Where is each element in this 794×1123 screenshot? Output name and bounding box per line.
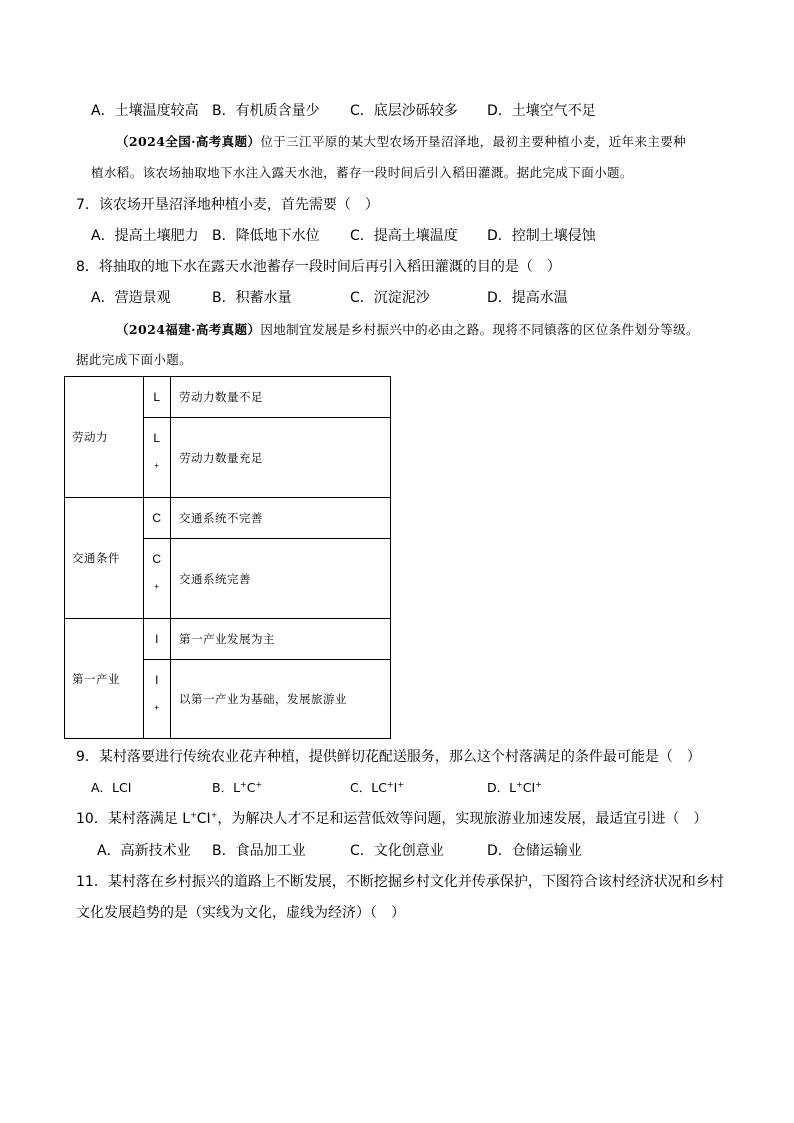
- table-code: L: [153, 390, 161, 404]
- q10-option-c: C．文化创意业: [350, 843, 444, 859]
- table-desc: 劳动力数量不足: [171, 377, 391, 418]
- q7-option-d: D．控制土壤侵蚀: [487, 228, 596, 244]
- q7-option-b: B．降低地下水位: [212, 228, 320, 244]
- question-9: 9．某村落要进行传统农业花卉种植，提供鲜切花配送服务，那么这个村落满足的条件最可能是（ ）: [76, 749, 701, 765]
- intro-1-source: （2024全国·高考真题）: [116, 134, 261, 149]
- table-desc: 以第一产业为基础，发展旅游业: [171, 660, 391, 739]
- table-code-cell: [144, 539, 171, 619]
- question-7: 7．该农场开垦沼泽地种植小麦，首先需要（ ）: [76, 197, 379, 213]
- table-desc: 劳动力数量充足: [171, 418, 391, 498]
- table-code-cell: [144, 418, 171, 498]
- table-code: C: [152, 511, 162, 525]
- table-code-cell: [144, 377, 171, 418]
- q9-option-c: C．LC+I+: [350, 779, 405, 795]
- q10-option-b: B．食品加工业: [212, 843, 306, 859]
- q6-option-c: C．底层沙砾较多: [350, 103, 458, 119]
- q6-option-d: D．土壤空气不足: [487, 103, 596, 119]
- intro-2-line-1: [116, 321, 699, 339]
- q9-option-b: B．L+C+: [212, 779, 263, 795]
- table-cat-industry: 第一产业: [65, 619, 144, 739]
- table-code-cell: [144, 498, 171, 539]
- table-desc: 交通系统不完善: [171, 498, 391, 539]
- table-code: I: [155, 673, 159, 687]
- question-8: 8．将抽取的地下水在露天水池蓄存一段时间后再引入稻田灌溉的目的是（ ）: [76, 259, 561, 275]
- table-code: L: [153, 431, 161, 445]
- table-code: C: [152, 552, 162, 566]
- location-grade-table: [64, 376, 391, 739]
- table-desc: 第一产业发展为主: [171, 619, 391, 660]
- table-code: I: [155, 632, 159, 646]
- table-cat-labor: 劳动力: [65, 377, 144, 498]
- table-code-plus: +: [154, 582, 160, 591]
- q8-option-b: B．积蓄水量: [212, 290, 292, 306]
- question-11-line-1: 11．某村落在乡村振兴的道路上不断发展，不断挖掘乡村文化并传承保护，下图符合该村经济状况和乡村: [76, 874, 724, 890]
- intro-1-text: 位于三江平原的某大型农场开垦沼泽地，最初主要种植小麦，近年来主要种: [260, 134, 687, 149]
- table-desc: 交通系统完善: [171, 539, 391, 619]
- question-11-line-2: 文化发展趋势的是（实线为文化，虚线为经济）（ ）: [76, 905, 405, 921]
- intro-1-line-2: 植水稻。该农场抽取地下水注入露天水池，蓄存一段时间后引入稻田灌溉。据此完成下面小题。: [91, 165, 633, 180]
- q10-option-d: D．仓储运输业: [487, 843, 582, 859]
- intro-1-line-1: [116, 133, 686, 151]
- table-code-cell: [144, 619, 171, 660]
- q8-option-a: A．营造景观: [91, 290, 171, 306]
- q9-option-d: D．L+CI+: [487, 779, 542, 795]
- q7-option-a: A．提高土壤肥力: [91, 228, 199, 244]
- intro-2-line-2: 据此完成下面小题。: [76, 352, 193, 367]
- intro-2-source: （2024福建·高考真题）: [116, 322, 261, 337]
- q8-option-d: D．提高水温: [487, 290, 568, 306]
- q6-option-b: B．有机质含量少: [212, 103, 320, 119]
- intro-2-text: 因地制宜发展是乡村振兴中的必由之路。现将不同镇落的区位条件划分等级。: [260, 322, 699, 337]
- q10-option-a: A．高新技术业: [97, 843, 191, 859]
- table-code-plus: +: [154, 703, 160, 712]
- table-code-plus: +: [154, 461, 160, 470]
- question-10: 10．某村落满足 L+CI+，为解决人才不足和运营低效等问题，实现旅游业加速发展，最适宜引进（ ）: [76, 810, 708, 827]
- table-code-cell: [144, 660, 171, 739]
- table-cat-traffic: 交通条件: [65, 498, 144, 619]
- q8-option-c: C．沉淀泥沙: [350, 290, 430, 306]
- q7-option-c: C．提高土壤温度: [350, 228, 458, 244]
- q9-option-a: A．LCI: [91, 780, 132, 795]
- q6-option-a: A．土壤温度较高: [91, 103, 199, 119]
